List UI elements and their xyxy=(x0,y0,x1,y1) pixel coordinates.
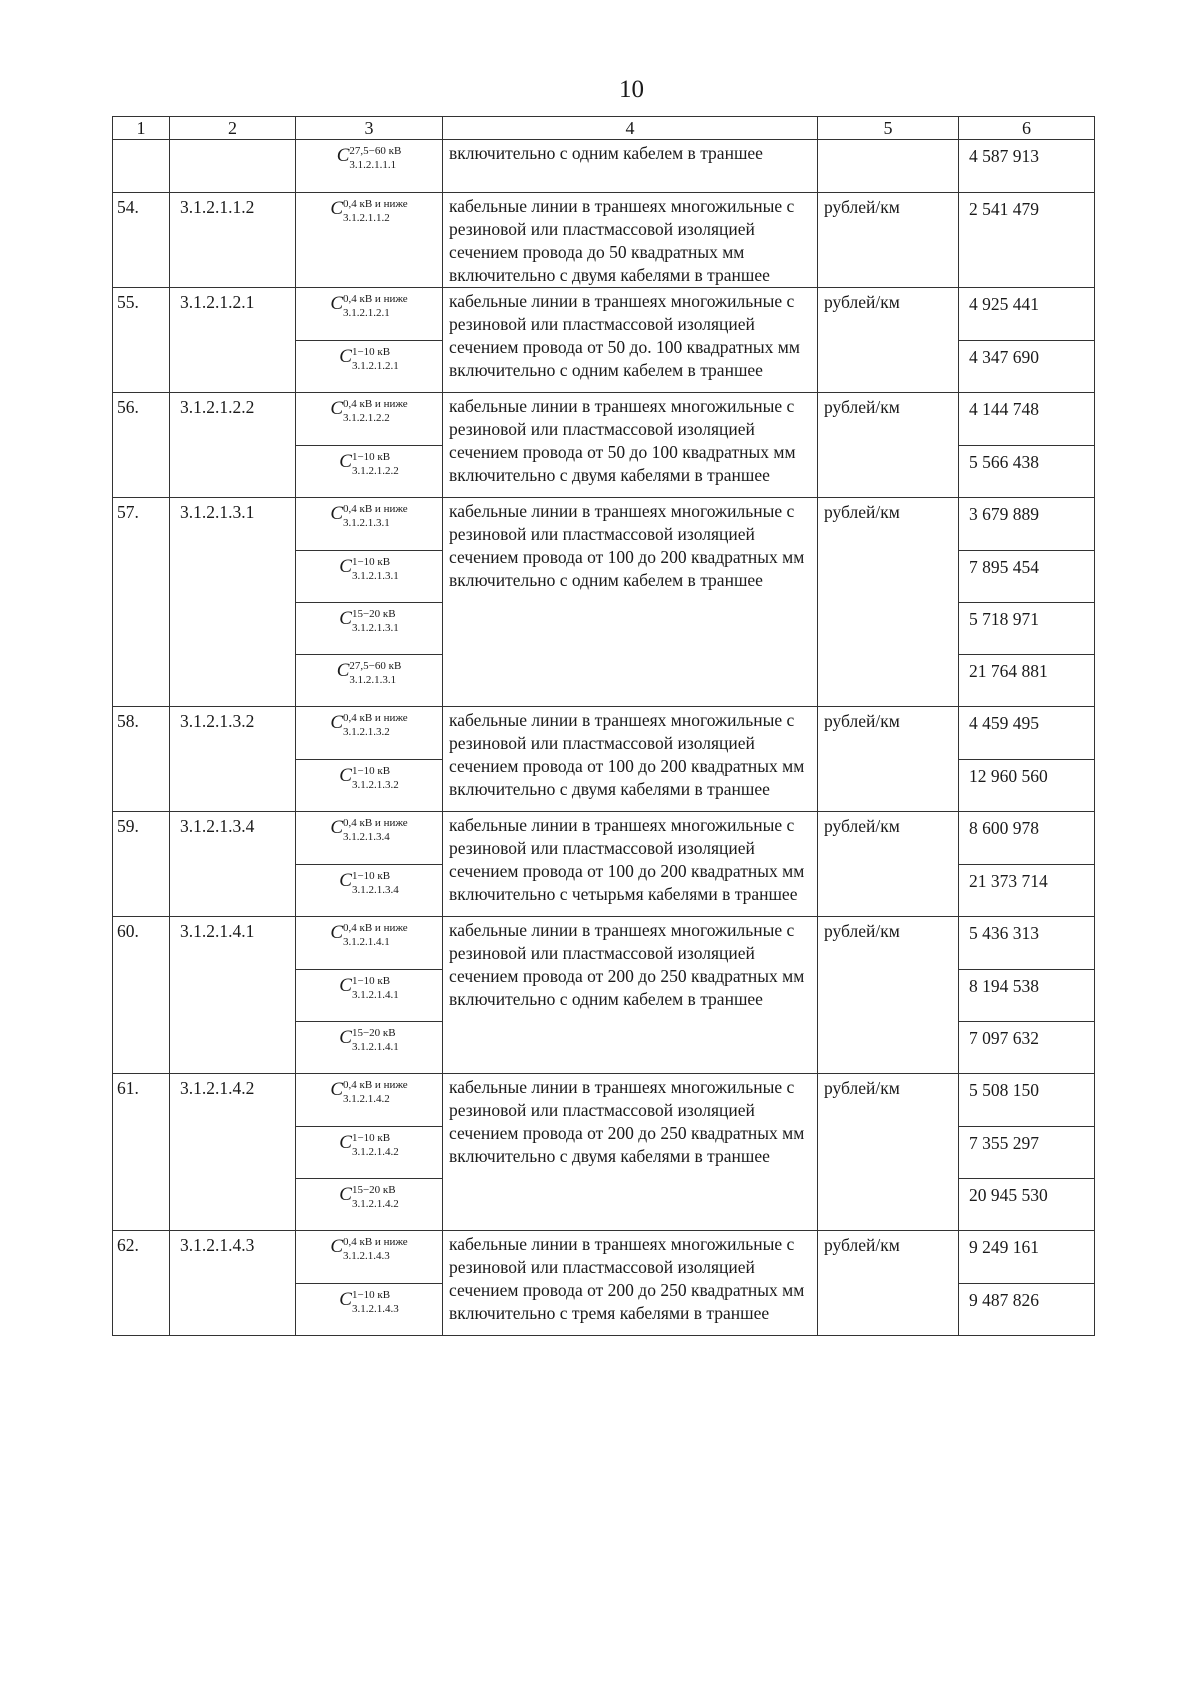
row-code: 3.1.2.1.3.2 xyxy=(170,707,296,812)
coefficient-label xyxy=(296,759,442,811)
coefficient-label xyxy=(296,1178,442,1230)
row-code xyxy=(170,140,296,193)
coefficient-label xyxy=(296,654,442,706)
price-value: 2 541 479 xyxy=(969,199,1039,219)
coefficient-symbol: C xyxy=(330,502,343,524)
row-description: кабельные линии в траншеях многожильные с резиновой или пластмассовой изоляцией сечением провода от 100 до 200 квадратных мм включительно с двумя кабелями в траншее xyxy=(443,707,818,812)
coefficient-indices xyxy=(343,815,408,843)
row-description: кабельные линии в траншеях многожильные с резиновой или пластмассовой изоляцией сечением провода от 200 до 250 квадратных мм включительно с двумя кабелями в траншее xyxy=(443,1074,818,1231)
row-number: 59. xyxy=(113,812,170,917)
coefficient-cell xyxy=(296,393,443,498)
voltage-superscript: 0,4 кВ и ниже xyxy=(343,198,408,210)
coefficient-symbol: C xyxy=(339,869,352,891)
price-value: 5 508 150 xyxy=(969,1080,1039,1100)
voltage-superscript: 15−20 кВ xyxy=(351,608,396,620)
price-value: 21 764 881 xyxy=(959,654,1094,706)
row-number: 62. xyxy=(113,1231,170,1336)
coefficient-cell xyxy=(296,1231,443,1336)
coefficient-cell xyxy=(296,707,443,812)
value-cell xyxy=(959,917,1095,1074)
table-row xyxy=(113,707,1095,812)
coefficient-label xyxy=(296,602,442,654)
table-row xyxy=(113,917,1095,1074)
coefficient-cell xyxy=(296,812,443,917)
coefficient-label xyxy=(296,1126,442,1178)
coefficient-indices xyxy=(349,658,401,686)
price-value: 4 144 748 xyxy=(969,399,1039,419)
row-unit: рублей/км xyxy=(818,193,959,288)
coefficient-cell xyxy=(296,193,443,288)
price-value: 4 925 441 xyxy=(969,294,1039,314)
table-row xyxy=(113,812,1095,917)
price-value: 12 960 560 xyxy=(959,759,1094,811)
table-row xyxy=(113,193,1095,288)
coefficient-symbol: C xyxy=(330,1235,343,1257)
coefficient-indices xyxy=(352,1182,399,1210)
column-header: 2 xyxy=(170,117,296,140)
table-body xyxy=(113,140,1095,1336)
coefficient-symbol: C xyxy=(330,711,343,733)
coefficient-label xyxy=(296,498,442,550)
coefficient-indices xyxy=(343,291,408,319)
price-value: 9 487 826 xyxy=(959,1283,1094,1335)
coefficient-indices xyxy=(352,606,399,634)
voltage-superscript: 1−10 кВ xyxy=(351,975,391,987)
coefficient-symbol: C xyxy=(339,764,352,786)
price-value: 7 895 454 xyxy=(959,550,1094,602)
column-header: 5 xyxy=(818,117,959,140)
coefficient-symbol: C xyxy=(339,450,352,472)
voltage-superscript: 1−10 кВ xyxy=(351,870,391,882)
column-header: 4 xyxy=(443,117,818,140)
voltage-superscript: 0,4 кВ и ниже xyxy=(343,503,408,515)
coefficient-symbol: C xyxy=(339,974,352,996)
coefficient-cell xyxy=(296,288,443,393)
voltage-superscript: 1−10 кВ xyxy=(351,556,391,568)
coefficient-label xyxy=(296,1021,442,1073)
code-subscript: 3.1.2.1.4.3 xyxy=(343,1250,390,1262)
price-value: 20 945 530 xyxy=(959,1178,1094,1230)
coefficient-indices xyxy=(343,396,408,424)
price-value: 7 097 632 xyxy=(959,1021,1094,1073)
row-unit xyxy=(818,140,959,193)
row-number: 61. xyxy=(113,1074,170,1231)
code-subscript: 3.1.2.1.1.2 xyxy=(343,212,390,224)
row-description: кабельные линии в траншеях многожильные с резиновой или пластмассовой изоляцией сечением провода от 50 до 100 квадратных мм включительно с двумя кабелями в траншее xyxy=(443,393,818,498)
code-subscript: 3.1.2.1.4.1 xyxy=(343,936,390,948)
voltage-superscript: 0,4 кВ и ниже xyxy=(343,817,408,829)
code-subscript: 3.1.2.1.2.2 xyxy=(343,412,390,424)
coefficient-indices xyxy=(343,196,408,224)
code-subscript: 3.1.2.1.4.1 xyxy=(351,989,399,1001)
price-value: 8 600 978 xyxy=(969,818,1039,838)
coefficient-symbol: C xyxy=(339,607,352,629)
column-header: 1 xyxy=(113,117,170,140)
coefficient-indices xyxy=(352,1287,399,1315)
table-row xyxy=(113,1231,1095,1336)
row-unit: рублей/км xyxy=(818,812,959,917)
row-unit: рублей/км xyxy=(818,707,959,812)
voltage-superscript: 0,4 кВ и ниже xyxy=(343,293,408,305)
coefficient-cell xyxy=(296,1074,443,1231)
coefficient-indices xyxy=(352,554,399,582)
value-cell xyxy=(959,140,1095,193)
coefficient-label xyxy=(296,445,442,497)
voltage-superscript: 1−10 кВ xyxy=(351,346,391,358)
row-description: кабельные линии в траншеях многожильные с резиновой или пластмассовой изоляцией сечением провода от 100 до 200 квадратных мм включительно с одним кабелем в траншее xyxy=(443,498,818,707)
price-value: 21 373 714 xyxy=(959,864,1094,916)
coefficient-symbol: C xyxy=(339,555,352,577)
row-number: 54. xyxy=(113,193,170,288)
voltage-superscript: 1−10 кВ xyxy=(351,765,391,777)
code-subscript: 3.1.2.1.2.1 xyxy=(343,307,390,319)
row-unit: рублей/км xyxy=(818,498,959,707)
coefficient-symbol: C xyxy=(336,144,350,166)
header-row xyxy=(113,117,1095,140)
coefficient-label xyxy=(296,1283,442,1335)
coefficient-symbol: C xyxy=(339,345,352,367)
voltage-superscript: 0,4 кВ и ниже xyxy=(343,922,408,934)
voltage-superscript: 0,4 кВ и ниже xyxy=(343,1236,408,1248)
coefficient-label xyxy=(296,340,442,392)
voltage-superscript: 0,4 кВ и ниже xyxy=(343,1079,408,1091)
table-row xyxy=(113,140,1095,193)
coefficient-symbol: C xyxy=(336,659,350,681)
coefficient-symbol: C xyxy=(339,1183,352,1205)
coefficient-indices xyxy=(352,868,399,896)
row-description: кабельные линии в траншеях многожильные с резиновой или пластмассовой изоляцией сечением провода от 50 до. 100 квадратных мм включительно с одним кабелем в траншее xyxy=(443,288,818,393)
row-code: 3.1.2.1.4.2 xyxy=(170,1074,296,1231)
coefficient-label xyxy=(296,1231,442,1283)
row-unit: рублей/км xyxy=(818,1074,959,1231)
code-subscript: 3.1.2.1.3.1 xyxy=(349,674,397,686)
voltage-superscript: 0,4 кВ и ниже xyxy=(343,398,408,410)
row-code: 3.1.2.1.2.1 xyxy=(170,288,296,393)
row-description: кабельные линии в траншеях многожильные с резиновой или пластмассовой изоляцией сечением провода от 100 до 200 квадратных мм включительно с четырьмя кабелями в траншее xyxy=(443,812,818,917)
row-description: кабельные линии в траншеях многожильные с резиновой или пластмассовой изоляцией сечением провода от 200 до 250 квадратных мм включительно с тремя кабелями в траншее xyxy=(443,1231,818,1336)
coefficient-label xyxy=(296,707,442,759)
row-number xyxy=(113,140,170,193)
code-subscript: 3.1.2.1.1.1 xyxy=(349,159,397,171)
column-header: 6 xyxy=(959,117,1095,140)
row-number: 58. xyxy=(113,707,170,812)
row-code: 3.1.2.1.4.1 xyxy=(170,917,296,1074)
coefficient-label xyxy=(296,550,442,602)
row-code: 3.1.2.1.1.2 xyxy=(170,193,296,288)
row-unit: рублей/км xyxy=(818,917,959,1074)
price-value: 4 347 690 xyxy=(959,340,1094,392)
value-cell xyxy=(959,812,1095,917)
value-cell xyxy=(959,707,1095,812)
voltage-superscript: 0,4 кВ и ниже xyxy=(343,712,408,724)
code-subscript: 3.1.2.1.3.2 xyxy=(351,779,399,791)
value-cell xyxy=(959,288,1095,393)
coefficient-indices xyxy=(352,1025,399,1053)
coefficient-label xyxy=(296,917,442,969)
coefficient-label xyxy=(296,193,442,245)
coefficient-cell xyxy=(296,498,443,707)
row-unit: рублей/км xyxy=(818,1231,959,1336)
code-subscript: 3.1.2.1.3.1 xyxy=(343,517,390,529)
coefficient-symbol: C xyxy=(330,816,343,838)
value-cell xyxy=(959,498,1095,707)
row-unit: рублей/км xyxy=(818,288,959,393)
row-number: 55. xyxy=(113,288,170,393)
voltage-superscript: 15−20 кВ xyxy=(351,1027,396,1039)
price-value: 7 355 297 xyxy=(959,1126,1094,1178)
coefficient-symbol: C xyxy=(339,1288,352,1310)
column-header: 3 xyxy=(296,117,443,140)
page-number: 10 xyxy=(619,76,644,103)
row-code: 3.1.2.1.3.4 xyxy=(170,812,296,917)
row-description: кабельные линии в траншеях многожильные с резиновой или пластмассовой изоляцией сечением провода до 50 квадратных мм включительно с двумя кабелями в траншее xyxy=(443,193,818,288)
coefficient-symbol: C xyxy=(330,921,343,943)
coefficient-symbol: C xyxy=(330,292,343,314)
value-cell xyxy=(959,393,1095,498)
table-row xyxy=(113,1074,1095,1231)
coefficient-indices xyxy=(343,501,408,529)
coefficient-cell xyxy=(296,140,443,193)
table-row xyxy=(113,393,1095,498)
value-cell xyxy=(959,1231,1095,1336)
coefficient-indices xyxy=(352,449,399,477)
coefficient-indices xyxy=(352,1130,399,1158)
coefficient-label xyxy=(296,393,442,445)
row-number: 56. xyxy=(113,393,170,498)
row-code: 3.1.2.1.4.3 xyxy=(170,1231,296,1336)
coefficient-indices xyxy=(343,1234,408,1262)
price-value: 5 718 971 xyxy=(959,602,1094,654)
code-subscript: 3.1.2.1.4.2 xyxy=(351,1146,399,1158)
row-description: кабельные линии в траншеях многожильные с резиновой или пластмассовой изоляцией сечением провода от 200 до 250 квадратных мм включительно с одним кабелем в траншее xyxy=(443,917,818,1074)
voltage-superscript: 15−20 кВ xyxy=(351,1184,396,1196)
code-subscript: 3.1.2.1.3.4 xyxy=(343,831,390,843)
price-value: 3 679 889 xyxy=(969,504,1039,524)
voltage-superscript: 27,5−60 кВ xyxy=(349,660,402,672)
row-code: 3.1.2.1.3.1 xyxy=(170,498,296,707)
price-value: 4 459 495 xyxy=(969,713,1039,733)
tariff-table xyxy=(112,116,1095,1336)
code-subscript: 3.1.2.1.3.1 xyxy=(351,622,399,634)
coefficient-label xyxy=(296,288,442,340)
code-subscript: 3.1.2.1.3.4 xyxy=(351,884,399,896)
coefficient-indices xyxy=(352,763,399,791)
row-unit: рублей/км xyxy=(818,393,959,498)
coefficient-label xyxy=(296,140,442,192)
voltage-superscript: 27,5−60 кВ xyxy=(349,145,402,157)
value-cell xyxy=(959,1074,1095,1231)
price-value: 5 566 438 xyxy=(959,445,1094,497)
coefficient-indices xyxy=(352,973,399,1001)
row-number: 57. xyxy=(113,498,170,707)
code-subscript: 3.1.2.1.4.2 xyxy=(343,1093,390,1105)
row-description: включительно с одним кабелем в траншее xyxy=(443,140,818,193)
coefficient-symbol: C xyxy=(330,1078,343,1100)
code-subscript: 3.1.2.1.2.2 xyxy=(351,465,399,477)
voltage-superscript: 1−10 кВ xyxy=(351,1289,391,1301)
coefficient-indices xyxy=(343,710,408,738)
coefficient-indices xyxy=(343,920,408,948)
table-row xyxy=(113,288,1095,393)
coefficient-symbol: C xyxy=(330,397,343,419)
price-value: 8 194 538 xyxy=(959,969,1094,1021)
coefficient-indices xyxy=(343,1077,408,1105)
coefficient-indices xyxy=(349,143,401,171)
value-cell xyxy=(959,193,1095,288)
price-value: 9 249 161 xyxy=(969,1237,1039,1257)
coefficient-cell xyxy=(296,917,443,1074)
table-row xyxy=(113,498,1095,707)
code-subscript: 3.1.2.1.2.1 xyxy=(351,360,399,372)
code-subscript: 3.1.2.1.4.2 xyxy=(351,1198,399,1210)
code-subscript: 3.1.2.1.3.2 xyxy=(343,726,390,738)
coefficient-label xyxy=(296,812,442,864)
row-code: 3.1.2.1.2.2 xyxy=(170,393,296,498)
coefficient-symbol: C xyxy=(339,1026,352,1048)
coefficient-indices xyxy=(352,344,399,372)
coefficient-symbol: C xyxy=(339,1131,352,1153)
price-value: 5 436 313 xyxy=(969,923,1039,943)
coefficient-label xyxy=(296,969,442,1021)
code-subscript: 3.1.2.1.4.1 xyxy=(351,1041,399,1053)
code-subscript: 3.1.2.1.3.1 xyxy=(351,570,399,582)
coefficient-label xyxy=(296,864,442,916)
coefficient-symbol: C xyxy=(330,197,343,219)
voltage-superscript: 1−10 кВ xyxy=(351,451,391,463)
voltage-superscript: 1−10 кВ xyxy=(351,1132,391,1144)
code-subscript: 3.1.2.1.4.3 xyxy=(351,1303,399,1315)
row-number: 60. xyxy=(113,917,170,1074)
price-value: 4 587 913 xyxy=(969,146,1039,166)
coefficient-label xyxy=(296,1074,442,1126)
